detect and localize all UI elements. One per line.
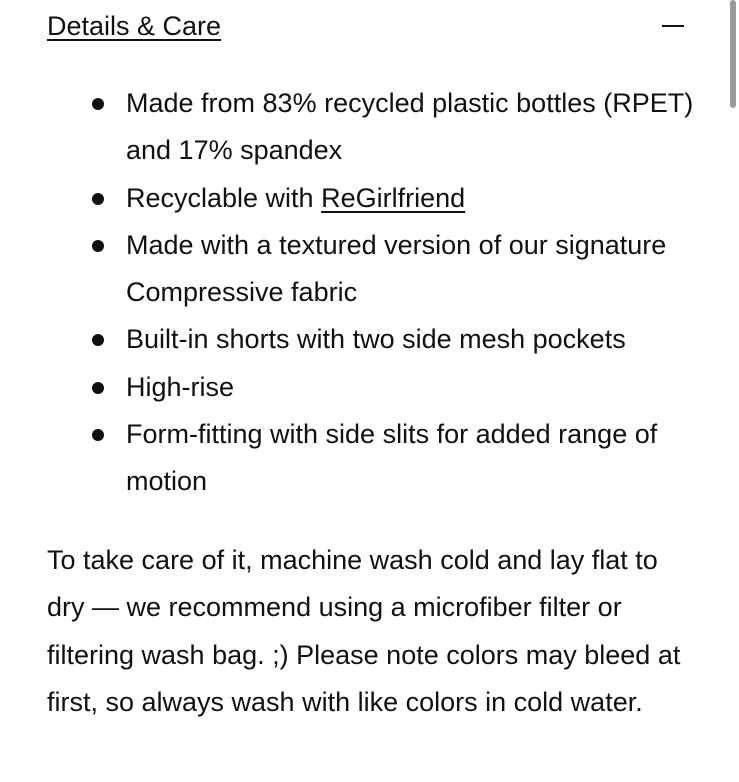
section-header[interactable] [47,6,687,46]
list-item [88,175,698,222]
regirlfriend-link[interactable]: ReGirlfriend [321,182,466,213]
bullet-icon [92,240,104,252]
list-item [88,316,698,363]
bullet-icon [92,98,104,110]
list-item-text: Made from 83% recycled plastic bottles (RPET) and 17% spandex [126,88,694,166]
list-item-text: Form-fitting with side slits for added range of motion [126,419,658,497]
list-item-text: Made with a textured version of our signature Compressive fabric [126,229,667,308]
list-item [88,222,698,317]
collapse-toggle[interactable] [659,11,687,41]
bullet-icon [92,193,104,205]
minus-icon [662,25,684,27]
details-care-title[interactable]: Details & Care [47,11,222,41]
list-item [88,80,698,175]
bullet-icon [92,334,104,346]
list-item-text: Recyclable with [126,182,322,213]
scrollbar[interactable] [730,0,736,108]
list-item [88,411,698,506]
bullet-icon [92,429,104,441]
list-item [88,364,698,411]
bullet-icon [92,382,104,394]
list-item-text: Built-in shorts with two side mesh pockets [126,324,626,355]
list-item-text: High-rise [126,371,235,402]
details-list [88,80,698,506]
care-instructions: To take care of it, machine wash cold and lay flat to dry — we recommend using a microfiber filter or filtering wash bag. ;) Please note colors may bleed at first, so always wash with like colors in cold water. [47,545,681,717]
